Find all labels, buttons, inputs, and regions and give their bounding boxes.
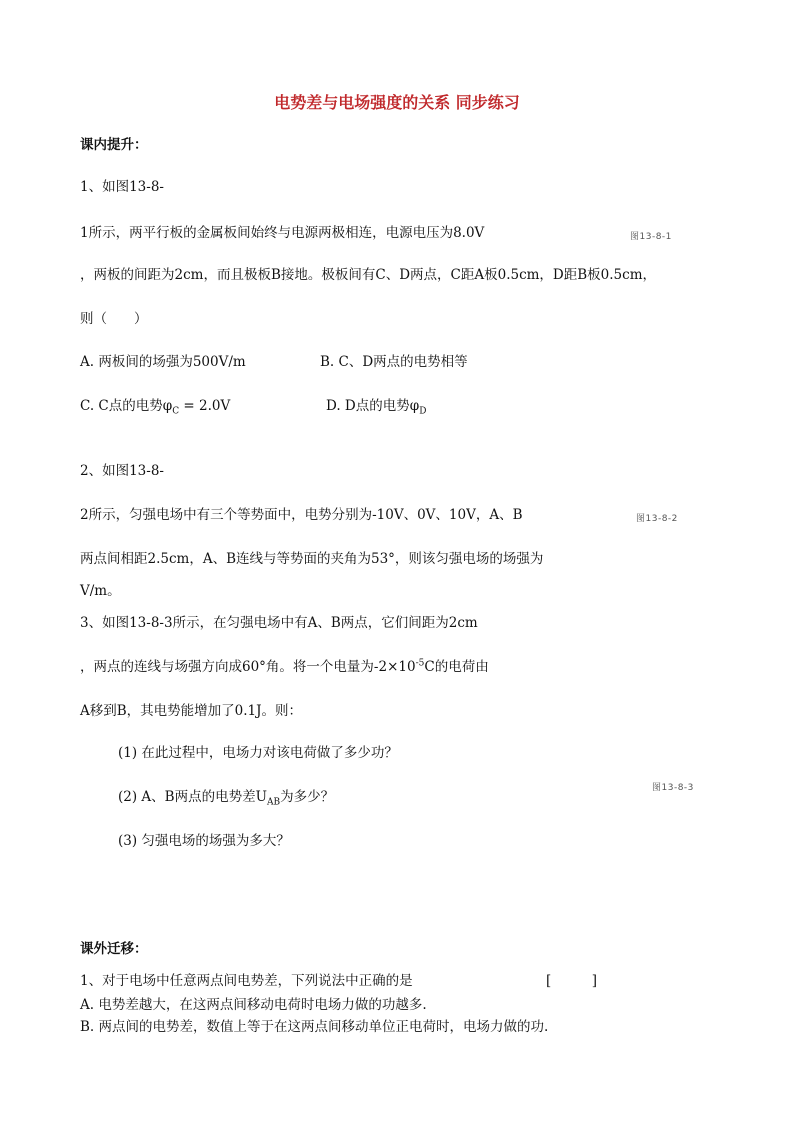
q1-option-c-value: = 2.0V (179, 398, 231, 414)
q1-option-d-text: D. D点的电势φ (326, 398, 420, 414)
q1-option-a: A. 两板间的场强为500V/m (80, 354, 246, 370)
q3-subquestion-3: (3) 匀强电场的场强为多大？ (118, 833, 290, 849)
q3-subquestion-2-end: 为多少？ (280, 789, 335, 805)
q2-line3: V/m。 (80, 583, 121, 599)
q1-option-c-text: C. C点的电势φ (80, 398, 173, 414)
e1-option-a: A. 电势差越大，在这两点间移动电荷时电场力做的功越多. (80, 997, 427, 1013)
q3-line2-text: ，两点的连线与场强方向成60°角。将一个电量为-2×10 (80, 659, 416, 675)
q2-line1: 2所示，匀强电场中有三个等势面中，电势分别为-10V、0V、10V，A、B (80, 507, 523, 523)
q2-line2: 两点间相距2.5cm，A、B连线与等势面的夹角为53°，则该匀强电场的场强为 (80, 551, 544, 567)
q1-line2: ，两板的间距为2cm，而且极板B接地。极板间有C、D两点，C距A板0.5cm，D距B板0.5cm， (80, 267, 657, 283)
q3-subquestion-2-sub: AB (266, 797, 281, 808)
section-heading-in-class: 课内提升： (80, 137, 148, 153)
q1-number: 1、如图13-8- (80, 179, 164, 195)
q3-subquestion-1: (1) 在此过程中，电场力对该电荷做了多少功？ (118, 745, 398, 761)
q3-subquestion-2-text: (2) A、B两点的电势差U (118, 789, 267, 805)
q3-line2-end: C的电荷由 (424, 659, 489, 675)
q2-number: 2、如图13-8- (80, 463, 164, 479)
figure-label-13-8-1: 图13-8-1 (630, 232, 672, 242)
q1-option-c-sub: C (172, 406, 180, 417)
figure-label-13-8-2: 图13-8-2 (636, 514, 678, 524)
q1-option-b: B. C、D两点的电势相等 (320, 354, 468, 370)
figure-label-13-8-3: 图13-8-3 (652, 783, 694, 793)
q1-line1: 1所示，两平行板的金属板间始终与电源两极相连，电源电压为8.0V (80, 225, 485, 241)
e1-line1: 1、对于电场中任意两点间电势差，下列说法中正确的是 (80, 973, 413, 989)
e1-answer-bracket: [ ] (546, 973, 598, 989)
section-heading-extra: 课外迁移： (80, 941, 148, 957)
page-title: 电势差与电场强度的关系 同步练习 (274, 93, 520, 112)
q3-line2 (80, 658, 489, 676)
q1-line3: 则（ ） (80, 311, 148, 327)
q3-subquestion-2 (118, 788, 334, 806)
q1-option-d-sub: D (419, 406, 427, 417)
e1-option-b: B. 两点间的电势差，数值上等于在这两点间移动单位正电荷时，电场力做的功. (80, 1019, 549, 1035)
q3-line2-exponent: -5 (415, 658, 425, 669)
q1-option-d (326, 397, 426, 415)
q1-option-c (80, 397, 230, 415)
q3-line3: A移到B，其电势能增加了0.1J。则： (80, 703, 303, 719)
q3-line1: 3、如图13-8-3所示，在匀强电场中有A、B两点，它们间距为2cm (80, 615, 478, 631)
